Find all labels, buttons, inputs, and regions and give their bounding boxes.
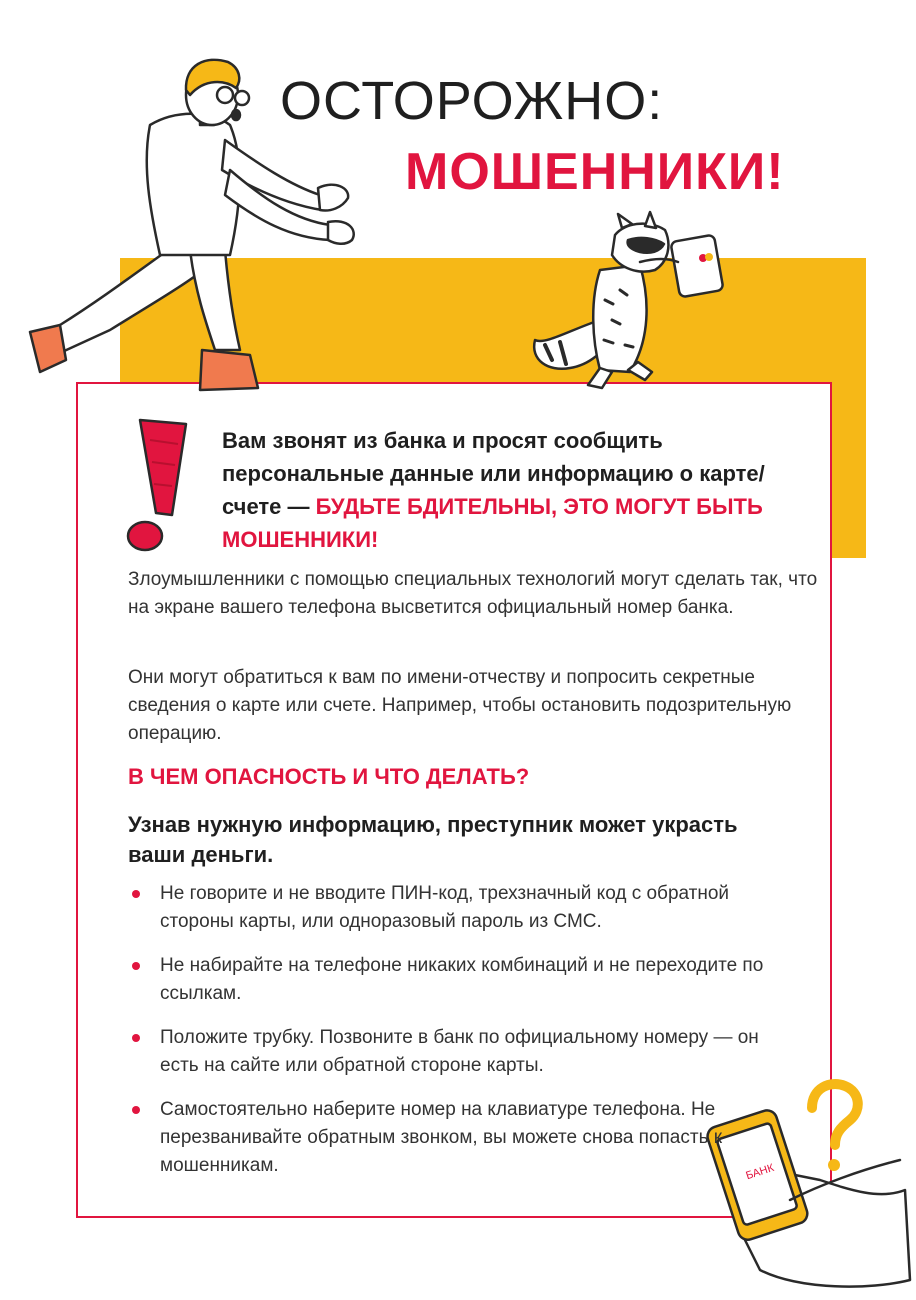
list-item-text: Не говорите и не вводите ПИН-код, трехзначный код с обратной стороны карты, или одноразовый пароль из СМС. xyxy=(160,883,730,932)
phone-screen-label: БАНК xyxy=(744,1161,776,1183)
page-title-line1: ОСТОРОЖНО: xyxy=(280,71,664,131)
page-title-line2: МОШЕННИКИ! xyxy=(405,143,785,201)
lead-highlight: БУДЬТЕ БДИТЕЛЬНЫ, ЭТО МОГУТ БЫТЬ МОШЕННИКИ! xyxy=(222,494,763,552)
advice-list xyxy=(128,880,778,1196)
list-item-text: Положите трубку. Позвоните в банк по официальному номеру — он есть на сайте или обратной стороне карты. xyxy=(160,1027,759,1076)
raccoon-with-card-illustration xyxy=(534,212,723,388)
exclamation-icon xyxy=(128,420,186,550)
startled-man-illustration xyxy=(30,60,354,390)
bullet-dot xyxy=(132,962,140,970)
list-item xyxy=(128,880,778,936)
list-item-text: Не набирайте на телефоне никаких комбинаций и не переходите по ссылкам. xyxy=(160,955,764,1004)
section-bold-text: Узнав нужную информацию, преступник может украсть ваши деньги. xyxy=(128,812,738,867)
list-item xyxy=(128,1024,778,1080)
bullet-dot xyxy=(132,890,140,898)
question-mark-icon xyxy=(812,1084,858,1171)
list-item xyxy=(128,952,778,1008)
bullet-dot xyxy=(132,1106,140,1114)
lead-text xyxy=(222,424,782,556)
list-item xyxy=(128,1096,778,1183)
bullet-dot xyxy=(132,1034,140,1042)
paragraph-2: Они могут обратиться к вам по имени-отчеству и попросить секретные сведения о карте или счете. Например, чтобы остановить подозрительную операцию. xyxy=(128,667,792,744)
list-item-text: Самостоятельно наберите номер на клавиатуре телефона. Не перезванивайте обратным звонком, вы можете снова попасть к мошенникам. xyxy=(160,1099,723,1176)
section-title: В ЧЕМ ОПАСНОСТЬ И ЧТО ДЕЛАТЬ? xyxy=(128,764,530,789)
lead-main: Вам звонят из банка и просят сообщить персональные данные или информацию о карте/счете — xyxy=(222,428,765,519)
paragraph-1: Злоумышленники с помощью специальных технологий могут сделать так, что на экране вашего телефона высветится официальный номер банка. xyxy=(128,569,818,618)
